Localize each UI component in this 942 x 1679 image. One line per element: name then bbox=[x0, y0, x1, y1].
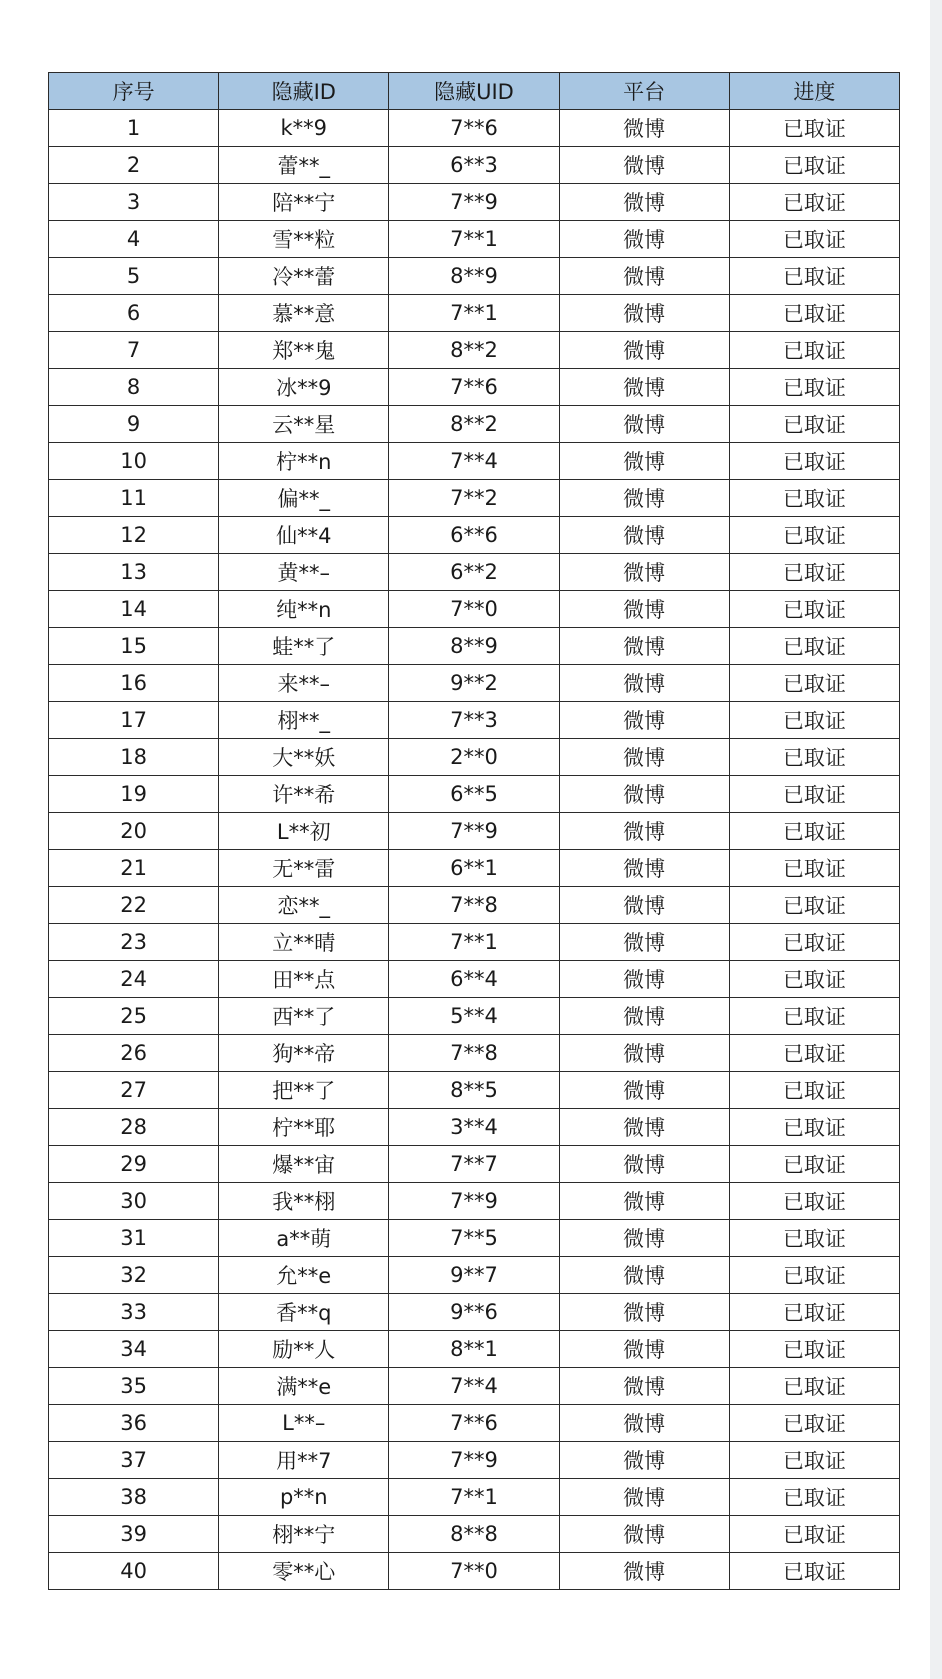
cell-platform: 微博 bbox=[559, 443, 729, 480]
cell-hidden-id: 用**7 bbox=[219, 1442, 389, 1479]
cell-platform: 微博 bbox=[559, 628, 729, 665]
cell-hidden-id: 慕**意 bbox=[219, 295, 389, 332]
cell-index: 36 bbox=[49, 1405, 219, 1442]
cell-hidden-id: 云**星 bbox=[219, 406, 389, 443]
cell-progress: 已取证 bbox=[729, 924, 899, 961]
cell-index: 4 bbox=[49, 221, 219, 258]
header-row bbox=[49, 73, 900, 110]
cell-hidden-id: 许**希 bbox=[219, 776, 389, 813]
cell-hidden-id: 冰**9 bbox=[219, 369, 389, 406]
cell-index: 38 bbox=[49, 1479, 219, 1516]
page-edge-strip bbox=[930, 0, 942, 1679]
table-row bbox=[49, 850, 900, 887]
cell-index: 2 bbox=[49, 147, 219, 184]
cell-hidden-uid: 7**0 bbox=[389, 591, 559, 628]
cell-hidden-uid: 7**8 bbox=[389, 887, 559, 924]
cell-progress: 已取证 bbox=[729, 1220, 899, 1257]
cell-index: 13 bbox=[49, 554, 219, 591]
cell-index: 11 bbox=[49, 480, 219, 517]
cell-index: 3 bbox=[49, 184, 219, 221]
cell-progress: 已取证 bbox=[729, 1257, 899, 1294]
records-table bbox=[48, 72, 900, 1590]
cell-platform: 微博 bbox=[559, 850, 729, 887]
cell-platform: 微博 bbox=[559, 924, 729, 961]
cell-progress: 已取证 bbox=[729, 850, 899, 887]
cell-index: 29 bbox=[49, 1146, 219, 1183]
table-row bbox=[49, 739, 900, 776]
cell-progress: 已取证 bbox=[729, 258, 899, 295]
cell-hidden-uid: 8**5 bbox=[389, 1072, 559, 1109]
cell-progress: 已取证 bbox=[729, 961, 899, 998]
cell-hidden-uid: 7**6 bbox=[389, 1405, 559, 1442]
cell-hidden-uid: 8**9 bbox=[389, 628, 559, 665]
cell-hidden-id: 立**晴 bbox=[219, 924, 389, 961]
cell-progress: 已取证 bbox=[729, 813, 899, 850]
cell-hidden-id: 大**妖 bbox=[219, 739, 389, 776]
cell-index: 23 bbox=[49, 924, 219, 961]
cell-index: 31 bbox=[49, 1220, 219, 1257]
cell-platform: 微博 bbox=[559, 1109, 729, 1146]
cell-platform: 微博 bbox=[559, 1553, 729, 1590]
cell-index: 14 bbox=[49, 591, 219, 628]
cell-progress: 已取证 bbox=[729, 739, 899, 776]
cell-hidden-id: 香**q bbox=[219, 1294, 389, 1331]
cell-hidden-uid: 7**1 bbox=[389, 924, 559, 961]
cell-hidden-uid: 7**5 bbox=[389, 1220, 559, 1257]
cell-hidden-id: 把**了 bbox=[219, 1072, 389, 1109]
cell-index: 17 bbox=[49, 702, 219, 739]
table-row bbox=[49, 369, 900, 406]
cell-hidden-uid: 7**1 bbox=[389, 295, 559, 332]
cell-hidden-uid: 7**9 bbox=[389, 1442, 559, 1479]
cell-progress: 已取证 bbox=[729, 665, 899, 702]
cell-hidden-uid: 7**4 bbox=[389, 443, 559, 480]
cell-index: 15 bbox=[49, 628, 219, 665]
table-row bbox=[49, 258, 900, 295]
cell-progress: 已取证 bbox=[729, 369, 899, 406]
table-row bbox=[49, 1109, 900, 1146]
cell-hidden-uid: 7**1 bbox=[389, 1479, 559, 1516]
cell-progress: 已取证 bbox=[729, 406, 899, 443]
table-row bbox=[49, 813, 900, 850]
cell-platform: 微博 bbox=[559, 147, 729, 184]
cell-platform: 微博 bbox=[559, 369, 729, 406]
cell-progress: 已取证 bbox=[729, 443, 899, 480]
cell-hidden-uid: 6**1 bbox=[389, 850, 559, 887]
table-header bbox=[49, 73, 900, 110]
table-row bbox=[49, 924, 900, 961]
table-row bbox=[49, 1516, 900, 1553]
header-hidden-id: 隐藏ID bbox=[219, 73, 389, 110]
cell-hidden-id: 狗**帝 bbox=[219, 1035, 389, 1072]
cell-hidden-id: 柠**耶 bbox=[219, 1109, 389, 1146]
cell-platform: 微博 bbox=[559, 517, 729, 554]
cell-platform: 微博 bbox=[559, 1405, 729, 1442]
cell-progress: 已取证 bbox=[729, 480, 899, 517]
cell-platform: 微博 bbox=[559, 332, 729, 369]
cell-hidden-uid: 6**3 bbox=[389, 147, 559, 184]
cell-index: 5 bbox=[49, 258, 219, 295]
cell-hidden-uid: 8**9 bbox=[389, 258, 559, 295]
cell-hidden-id: 雪**粒 bbox=[219, 221, 389, 258]
cell-hidden-id: 西**了 bbox=[219, 998, 389, 1035]
table-row bbox=[49, 1553, 900, 1590]
cell-index: 16 bbox=[49, 665, 219, 702]
cell-hidden-id: 纯**n bbox=[219, 591, 389, 628]
cell-hidden-uid: 3**4 bbox=[389, 1109, 559, 1146]
cell-hidden-uid: 7**4 bbox=[389, 1368, 559, 1405]
cell-progress: 已取证 bbox=[729, 1183, 899, 1220]
cell-progress: 已取证 bbox=[729, 1109, 899, 1146]
table-row bbox=[49, 332, 900, 369]
cell-hidden-id: 栩**_ bbox=[219, 702, 389, 739]
cell-hidden-id: 来**– bbox=[219, 665, 389, 702]
cell-index: 26 bbox=[49, 1035, 219, 1072]
cell-hidden-uid: 8**2 bbox=[389, 332, 559, 369]
cell-hidden-id: 允**e bbox=[219, 1257, 389, 1294]
cell-hidden-id: 无**雷 bbox=[219, 850, 389, 887]
cell-hidden-id: 偏**_ bbox=[219, 480, 389, 517]
cell-progress: 已取证 bbox=[729, 1072, 899, 1109]
cell-platform: 微博 bbox=[559, 221, 729, 258]
table-row bbox=[49, 1405, 900, 1442]
cell-platform: 微博 bbox=[559, 998, 729, 1035]
cell-hidden-uid: 7**2 bbox=[389, 480, 559, 517]
cell-platform: 微博 bbox=[559, 1479, 729, 1516]
cell-hidden-uid: 8**1 bbox=[389, 1331, 559, 1368]
cell-index: 20 bbox=[49, 813, 219, 850]
table-row bbox=[49, 665, 900, 702]
cell-hidden-id: 蕾**_ bbox=[219, 147, 389, 184]
table-row bbox=[49, 480, 900, 517]
table-row bbox=[49, 406, 900, 443]
cell-platform: 微博 bbox=[559, 1442, 729, 1479]
cell-index: 7 bbox=[49, 332, 219, 369]
cell-platform: 微博 bbox=[559, 258, 729, 295]
cell-progress: 已取证 bbox=[729, 1553, 899, 1590]
table-row bbox=[49, 1479, 900, 1516]
cell-hidden-uid: 7**9 bbox=[389, 184, 559, 221]
header-progress: 进度 bbox=[729, 73, 899, 110]
cell-index: 1 bbox=[49, 110, 219, 147]
table-row bbox=[49, 295, 900, 332]
cell-hidden-id: 田**点 bbox=[219, 961, 389, 998]
cell-progress: 已取证 bbox=[729, 295, 899, 332]
table-body bbox=[49, 110, 900, 1590]
cell-progress: 已取证 bbox=[729, 1479, 899, 1516]
cell-hidden-uid: 6**5 bbox=[389, 776, 559, 813]
cell-progress: 已取证 bbox=[729, 221, 899, 258]
cell-hidden-uid: 7**7 bbox=[389, 1146, 559, 1183]
cell-index: 30 bbox=[49, 1183, 219, 1220]
cell-progress: 已取证 bbox=[729, 776, 899, 813]
table-row bbox=[49, 443, 900, 480]
table-row bbox=[49, 517, 900, 554]
table-row bbox=[49, 1183, 900, 1220]
table-row bbox=[49, 554, 900, 591]
cell-hidden-uid: 2**0 bbox=[389, 739, 559, 776]
cell-index: 28 bbox=[49, 1109, 219, 1146]
cell-index: 21 bbox=[49, 850, 219, 887]
cell-hidden-uid: 9**7 bbox=[389, 1257, 559, 1294]
cell-progress: 已取证 bbox=[729, 184, 899, 221]
cell-platform: 微博 bbox=[559, 406, 729, 443]
cell-index: 6 bbox=[49, 295, 219, 332]
table-row bbox=[49, 110, 900, 147]
cell-index: 35 bbox=[49, 1368, 219, 1405]
cell-hidden-uid: 9**2 bbox=[389, 665, 559, 702]
cell-platform: 微博 bbox=[559, 480, 729, 517]
cell-hidden-uid: 7**9 bbox=[389, 813, 559, 850]
cell-platform: 微博 bbox=[559, 184, 729, 221]
cell-hidden-uid: 7**6 bbox=[389, 110, 559, 147]
cell-hidden-id: 仙**4 bbox=[219, 517, 389, 554]
cell-hidden-id: 冷**蕾 bbox=[219, 258, 389, 295]
cell-platform: 微博 bbox=[559, 591, 729, 628]
cell-hidden-id: a**萌 bbox=[219, 1220, 389, 1257]
cell-progress: 已取证 bbox=[729, 1405, 899, 1442]
cell-index: 22 bbox=[49, 887, 219, 924]
cell-progress: 已取证 bbox=[729, 1442, 899, 1479]
cell-hidden-id: 蛙**了 bbox=[219, 628, 389, 665]
table-row bbox=[49, 961, 900, 998]
cell-platform: 微博 bbox=[559, 554, 729, 591]
cell-hidden-uid: 8**8 bbox=[389, 1516, 559, 1553]
cell-platform: 微博 bbox=[559, 1072, 729, 1109]
cell-progress: 已取证 bbox=[729, 998, 899, 1035]
cell-progress: 已取证 bbox=[729, 554, 899, 591]
cell-platform: 微博 bbox=[559, 1220, 729, 1257]
cell-hidden-uid: 7**0 bbox=[389, 1553, 559, 1590]
cell-hidden-uid: 6**6 bbox=[389, 517, 559, 554]
table-row bbox=[49, 1442, 900, 1479]
cell-index: 39 bbox=[49, 1516, 219, 1553]
cell-index: 27 bbox=[49, 1072, 219, 1109]
cell-platform: 微博 bbox=[559, 1294, 729, 1331]
cell-platform: 微博 bbox=[559, 1035, 729, 1072]
table-row bbox=[49, 1220, 900, 1257]
cell-hidden-id: 栩**宁 bbox=[219, 1516, 389, 1553]
cell-hidden-id: 陪**宁 bbox=[219, 184, 389, 221]
cell-index: 25 bbox=[49, 998, 219, 1035]
cell-hidden-id: L**– bbox=[219, 1405, 389, 1442]
table-row bbox=[49, 776, 900, 813]
cell-index: 33 bbox=[49, 1294, 219, 1331]
cell-progress: 已取证 bbox=[729, 702, 899, 739]
cell-platform: 微博 bbox=[559, 1331, 729, 1368]
table-row bbox=[49, 1035, 900, 1072]
header-platform: 平台 bbox=[559, 73, 729, 110]
cell-index: 10 bbox=[49, 443, 219, 480]
cell-hidden-uid: 7**3 bbox=[389, 702, 559, 739]
header-hidden-uid: 隐藏UID bbox=[389, 73, 559, 110]
cell-hidden-id: 满**e bbox=[219, 1368, 389, 1405]
cell-progress: 已取证 bbox=[729, 1035, 899, 1072]
cell-platform: 微博 bbox=[559, 739, 729, 776]
cell-platform: 微博 bbox=[559, 961, 729, 998]
cell-index: 40 bbox=[49, 1553, 219, 1590]
cell-platform: 微博 bbox=[559, 887, 729, 924]
cell-hidden-uid: 6**2 bbox=[389, 554, 559, 591]
cell-platform: 微博 bbox=[559, 813, 729, 850]
table-row bbox=[49, 1146, 900, 1183]
cell-hidden-id: 黄**– bbox=[219, 554, 389, 591]
table-row bbox=[49, 998, 900, 1035]
table-row bbox=[49, 184, 900, 221]
cell-hidden-id: L**初 bbox=[219, 813, 389, 850]
cell-hidden-id: 恋**_ bbox=[219, 887, 389, 924]
cell-index: 8 bbox=[49, 369, 219, 406]
cell-platform: 微博 bbox=[559, 1183, 729, 1220]
cell-platform: 微博 bbox=[559, 1146, 729, 1183]
table-row bbox=[49, 147, 900, 184]
cell-hidden-uid: 8**2 bbox=[389, 406, 559, 443]
table-row bbox=[49, 1368, 900, 1405]
cell-index: 18 bbox=[49, 739, 219, 776]
cell-progress: 已取证 bbox=[729, 147, 899, 184]
cell-platform: 微博 bbox=[559, 776, 729, 813]
table-row bbox=[49, 1331, 900, 1368]
cell-index: 37 bbox=[49, 1442, 219, 1479]
cell-hidden-id: 柠**n bbox=[219, 443, 389, 480]
cell-progress: 已取证 bbox=[729, 1146, 899, 1183]
table-row bbox=[49, 1072, 900, 1109]
cell-hidden-uid: 6**4 bbox=[389, 961, 559, 998]
cell-hidden-uid: 7**1 bbox=[389, 221, 559, 258]
cell-progress: 已取证 bbox=[729, 332, 899, 369]
cell-hidden-id: 爆**宙 bbox=[219, 1146, 389, 1183]
table-row bbox=[49, 221, 900, 258]
cell-index: 12 bbox=[49, 517, 219, 554]
cell-progress: 已取证 bbox=[729, 591, 899, 628]
cell-progress: 已取证 bbox=[729, 517, 899, 554]
cell-index: 34 bbox=[49, 1331, 219, 1368]
cell-hidden-id: p**n bbox=[219, 1479, 389, 1516]
table-row bbox=[49, 887, 900, 924]
cell-hidden-id: k**9 bbox=[219, 110, 389, 147]
cell-index: 9 bbox=[49, 406, 219, 443]
cell-progress: 已取证 bbox=[729, 1368, 899, 1405]
cell-progress: 已取证 bbox=[729, 1294, 899, 1331]
cell-hidden-id: 郑**鬼 bbox=[219, 332, 389, 369]
cell-platform: 微博 bbox=[559, 665, 729, 702]
cell-progress: 已取证 bbox=[729, 628, 899, 665]
cell-progress: 已取证 bbox=[729, 1331, 899, 1368]
cell-hidden-uid: 7**9 bbox=[389, 1183, 559, 1220]
table-row bbox=[49, 628, 900, 665]
table-row bbox=[49, 1257, 900, 1294]
cell-platform: 微博 bbox=[559, 702, 729, 739]
cell-hidden-uid: 7**6 bbox=[389, 369, 559, 406]
cell-platform: 微博 bbox=[559, 1368, 729, 1405]
cell-hidden-uid: 5**4 bbox=[389, 998, 559, 1035]
cell-platform: 微博 bbox=[559, 295, 729, 332]
cell-platform: 微博 bbox=[559, 1257, 729, 1294]
table-row bbox=[49, 702, 900, 739]
cell-progress: 已取证 bbox=[729, 887, 899, 924]
cell-progress: 已取证 bbox=[729, 1516, 899, 1553]
header-index: 序号 bbox=[49, 73, 219, 110]
cell-platform: 微博 bbox=[559, 1516, 729, 1553]
cell-hidden-uid: 9**6 bbox=[389, 1294, 559, 1331]
cell-progress: 已取证 bbox=[729, 110, 899, 147]
cell-hidden-id: 我**栩 bbox=[219, 1183, 389, 1220]
cell-hidden-id: 零**心 bbox=[219, 1553, 389, 1590]
cell-hidden-uid: 7**8 bbox=[389, 1035, 559, 1072]
cell-index: 32 bbox=[49, 1257, 219, 1294]
cell-index: 19 bbox=[49, 776, 219, 813]
cell-platform: 微博 bbox=[559, 110, 729, 147]
cell-hidden-id: 励**人 bbox=[219, 1331, 389, 1368]
table-row bbox=[49, 1294, 900, 1331]
cell-index: 24 bbox=[49, 961, 219, 998]
table-row bbox=[49, 591, 900, 628]
